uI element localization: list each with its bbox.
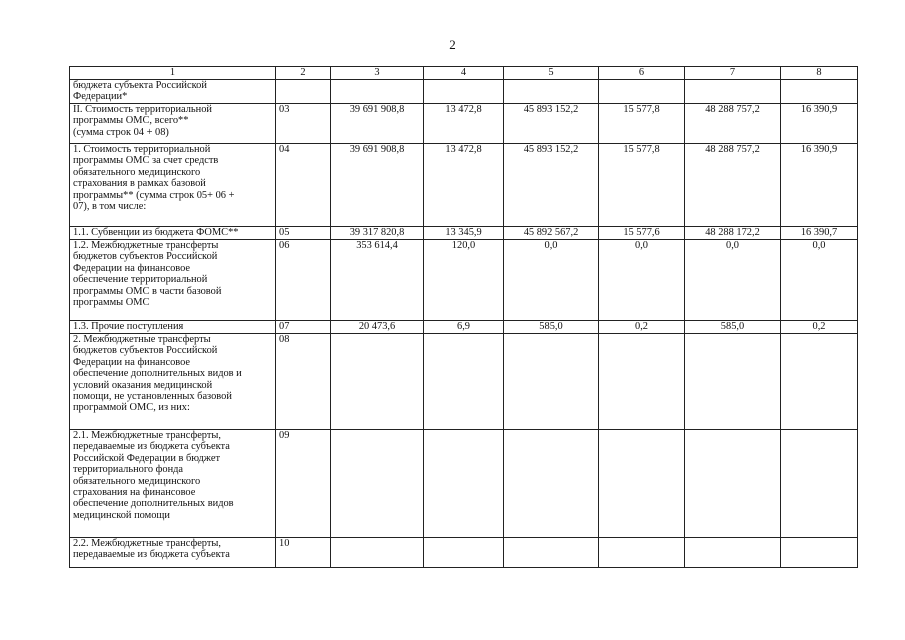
header-cell: 7 [685, 67, 781, 80]
row-value-cell [781, 538, 858, 568]
row-name-line: 1. Стоимость территориальной [73, 144, 211, 155]
table-row [70, 321, 858, 334]
header-cell: 1 [70, 67, 276, 80]
row-name-line: программы** (сумма строк 05+ 06 + [73, 189, 235, 201]
row-name-cell [70, 334, 276, 430]
row-value-cell [424, 538, 504, 568]
row-value-cell [424, 430, 504, 538]
row-name-line: II. Стоимость территориальной [73, 104, 212, 115]
table-row [70, 240, 858, 321]
row-value-cell: 13 472,8 [424, 144, 504, 227]
row-name-line: условий оказания медицинской [73, 379, 213, 391]
table-row [70, 104, 858, 144]
row-value-cell: 15 577,8 [599, 104, 685, 144]
row-value-cell: 45 893 152,2 [504, 104, 599, 144]
row-value-cell: 45 893 152,2 [504, 144, 599, 227]
row-value-cell [781, 334, 858, 430]
row-name-line: программы ОМС за счет средств [73, 155, 219, 167]
row-value-cell [331, 334, 424, 430]
row-value-cell: 39 691 908,8 [331, 144, 424, 227]
row-name-line: 2.2. Межбюджетные трансферты, [73, 538, 221, 549]
row-value-cell: 45 892 567,2 [504, 227, 599, 240]
row-value-cell: 0,0 [599, 240, 685, 321]
row-name-line: бюджетов субъектов Российской [73, 251, 218, 263]
row-value-cell [331, 80, 424, 104]
header-cell: 8 [781, 67, 858, 80]
row-name-line: бюджета субъекта Российской [73, 80, 207, 91]
row-value-cell: 585,0 [504, 321, 599, 334]
page-number: 2 [449, 37, 456, 52]
row-name-line: программой ОМС, из них: [73, 402, 190, 414]
row-value-cell [781, 80, 858, 104]
table-row [70, 538, 858, 568]
header-cell: 4 [424, 67, 504, 80]
row-name-line: Федерации* [73, 91, 128, 103]
row-name-line: бюджетов субъектов Российской [73, 345, 218, 357]
row-value-cell [599, 538, 685, 568]
row-name-line: 2.1. Межбюджетные трансферты, [73, 430, 221, 441]
budget-table [69, 66, 858, 568]
row-value-cell: 39 691 908,8 [331, 104, 424, 144]
row-name-line: обязательного медицинского [73, 475, 201, 487]
row-value-cell: 48 288 757,2 [685, 104, 781, 144]
row-value-cell [685, 430, 781, 538]
header-cell: 5 [504, 67, 599, 80]
row-name-line: (сумма строк 04 + 08) [73, 126, 169, 138]
row-value-cell: 353 614,4 [331, 240, 424, 321]
row-value-cell [331, 538, 424, 568]
row-name-line: обязательного медицинского [73, 166, 201, 178]
row-name-line: страхования в рамках базовой [73, 178, 206, 190]
row-value-cell [424, 334, 504, 430]
row-value-cell [504, 80, 599, 104]
row-value-cell: 0,0 [781, 240, 858, 321]
row-value-cell: 48 288 757,2 [685, 144, 781, 227]
row-name-cell [70, 538, 276, 568]
row-value-cell [599, 334, 685, 430]
row-code-cell: 06 [276, 240, 331, 321]
row-code-cell: 10 [276, 538, 331, 568]
row-value-cell [781, 430, 858, 538]
row-code-cell: 07 [276, 321, 331, 334]
row-code-cell: 04 [276, 144, 331, 227]
row-name-cell [70, 144, 276, 227]
row-value-cell [685, 334, 781, 430]
row-name-line: Российской Федерации в бюджет [73, 452, 220, 464]
row-value-cell [685, 538, 781, 568]
row-code-cell: 09 [276, 430, 331, 538]
row-value-cell: 16 390,9 [781, 144, 858, 227]
row-name-line: передаваемые из бюджета субъекта [73, 549, 230, 561]
row-name-line: Федерации на финансовое [73, 262, 191, 274]
row-code-cell: 08 [276, 334, 331, 430]
row-name-line: помощи, не установленных базовой [73, 391, 232, 403]
row-value-cell: 15 577,8 [599, 144, 685, 227]
row-value-cell: 0,2 [599, 321, 685, 334]
row-value-cell: 120,0 [424, 240, 504, 321]
row-value-cell [599, 430, 685, 538]
row-name-line: обеспечение территориальной [73, 274, 208, 286]
row-name-line: программы ОМС [73, 297, 150, 309]
row-name-line: программы ОМС, всего** [73, 115, 189, 127]
row-name-cell [70, 227, 276, 240]
table-row [70, 227, 858, 240]
row-name-cell [70, 240, 276, 321]
row-value-cell: 585,0 [685, 321, 781, 334]
row-value-cell [504, 430, 599, 538]
row-value-cell [504, 334, 599, 430]
row-name-line: обеспечение дополнительных видов [73, 498, 234, 510]
row-value-cell: 0,0 [504, 240, 599, 321]
row-name-cell [70, 321, 276, 334]
row-value-cell [331, 430, 424, 538]
row-value-cell: 0,2 [781, 321, 858, 334]
row-name-cell [70, 80, 276, 104]
row-value-cell [599, 80, 685, 104]
row-value-cell [424, 80, 504, 104]
header-cell: 6 [599, 67, 685, 80]
row-name-line: 2. Межбюджетные трансферты [73, 334, 211, 345]
row-code-cell [276, 80, 331, 104]
row-name-line: 07), в том числе: [73, 201, 147, 213]
table-row [70, 334, 858, 430]
table-row [70, 430, 858, 538]
row-name-cell [70, 430, 276, 538]
table-row [70, 144, 858, 227]
row-value-cell: 13 472,8 [424, 104, 504, 144]
row-code-cell: 03 [276, 104, 331, 144]
row-value-cell [685, 80, 781, 104]
table-header-row [70, 67, 858, 80]
header-cell: 2 [276, 67, 331, 80]
row-code-cell: 05 [276, 227, 331, 240]
row-name-line: 1.3. Прочие поступления [73, 321, 184, 332]
row-value-cell: 13 345,9 [424, 227, 504, 240]
row-value-cell: 20 473,6 [331, 321, 424, 334]
row-name-line: обеспечение дополнительных видов и [73, 368, 242, 380]
table-row [70, 80, 858, 104]
row-value-cell: 0,0 [685, 240, 781, 321]
row-name-line: Федерации на финансовое [73, 356, 191, 368]
row-value-cell: 6,9 [424, 321, 504, 334]
row-value-cell: 16 390,9 [781, 104, 858, 144]
row-name-line: передаваемые из бюджета субъекта [73, 441, 230, 453]
row-name-cell [70, 104, 276, 144]
row-name-line: медицинской помощи [73, 509, 170, 521]
row-value-cell [504, 538, 599, 568]
row-name-line: территориального фонда [73, 464, 184, 476]
row-value-cell: 39 317 820,8 [331, 227, 424, 240]
row-value-cell: 48 288 172,2 [685, 227, 781, 240]
header-cell: 3 [331, 67, 424, 80]
row-name-line: 1.2. Межбюджетные трансферты [73, 240, 219, 251]
table-body [70, 67, 858, 568]
row-name-line: страхования на финансовое [73, 487, 196, 499]
row-name-line: 1.1. Субвенции из бюджета ФОМС** [73, 227, 239, 238]
row-name-line: программы ОМС в части базовой [73, 285, 222, 297]
row-value-cell: 15 577,6 [599, 227, 685, 240]
row-value-cell: 16 390,7 [781, 227, 858, 240]
